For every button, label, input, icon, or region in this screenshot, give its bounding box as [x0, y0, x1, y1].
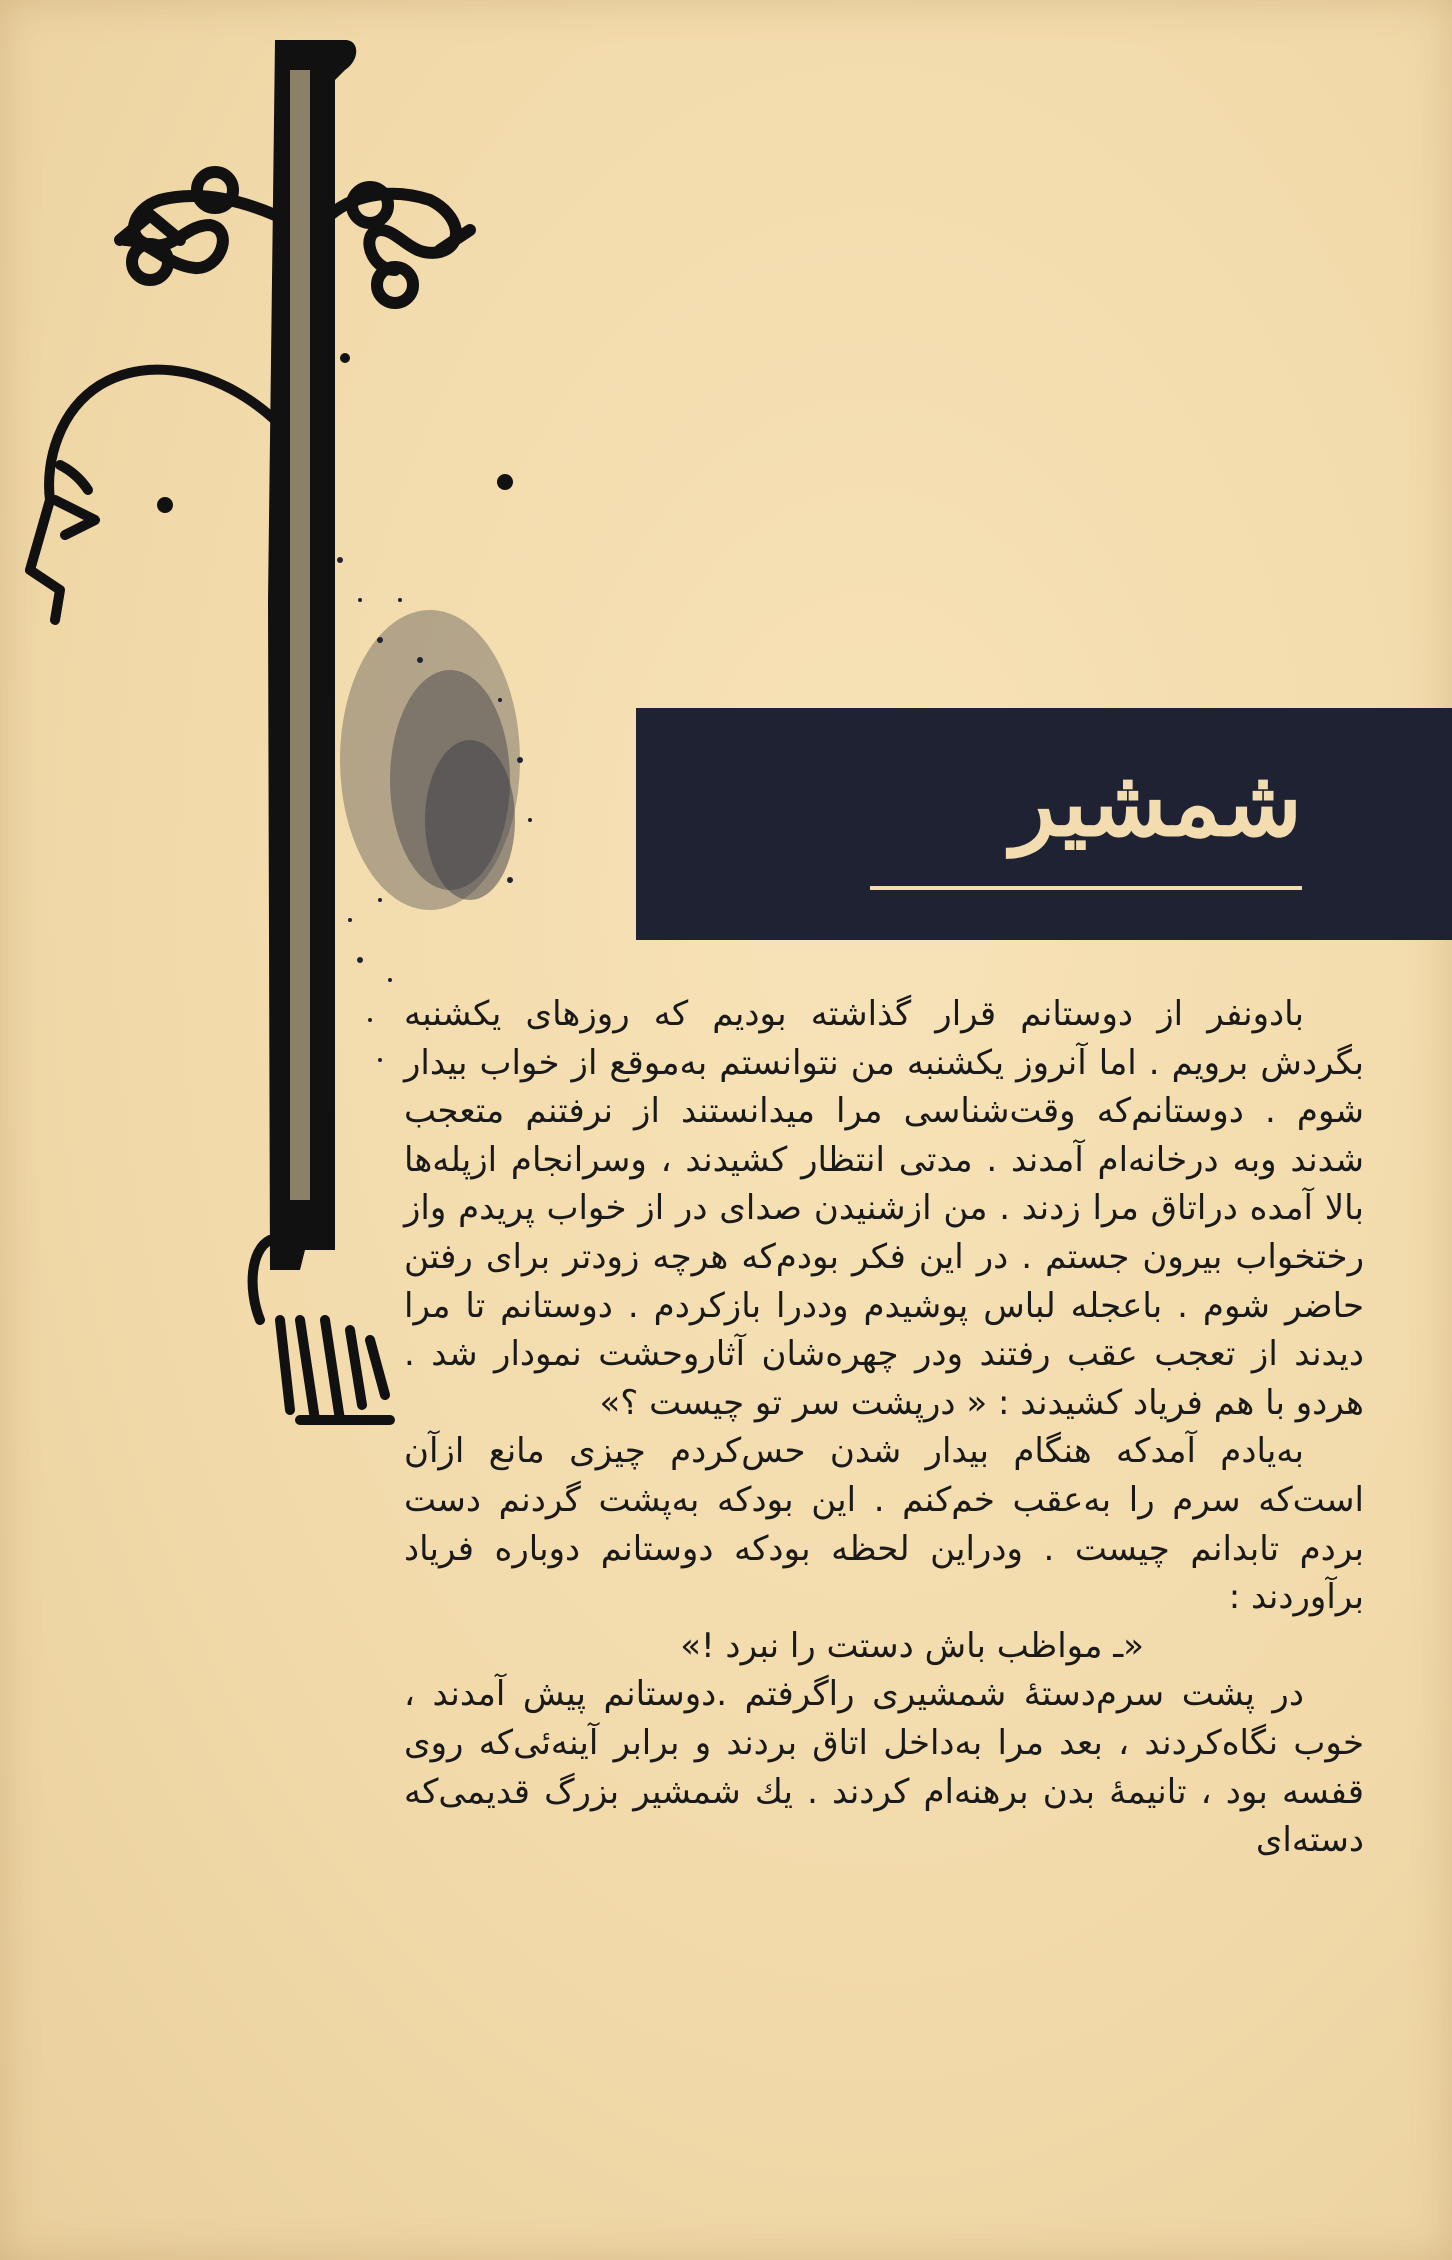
paragraph: در پشت سرم‌دستهٔ شمشیری راگرفتم .دوستانم پیش آمدند ، خوب نگاه‌کردند ، بعد مرا به‌داخل اتاق بردند و برابر آینه‌ئی‌که روی قفسه بود ، تانیمهٔ بدن برهنه‌ام کردند . یك شمشیر بزرگ قدیمی‌که دسته‌ای [404, 1674, 1364, 1861]
article-body [404, 990, 1364, 1865]
quote-line: «ـ مواظب باش دستت را نبرد !» [680, 1625, 1144, 1666]
paragraph: به‌یادم آمدکه هنگام بیدار شدن حس‌کردم چیزی مانع ازآن است‌که سرم را به‌عقب خم‌کنم . این بودکه به‌پشت گردنم دست بردم تابدانم چیست . ودراین لحظه بودکه دوستانم دوباره فریاد برآوردند : [404, 1431, 1364, 1618]
page-title: شمشیر [1011, 749, 1302, 857]
title-underline [870, 886, 1302, 890]
paragraph: بادونفر از دوستانم قرار گذاشته بودیم که روزهای یکشنبه بگردش برویم . اما آنروز یکشنبه من نتوانستم به‌موقع از خواب بیدار شوم . دوستانم‌که وقت‌شناسی مرا میدانستند از نرفتنم متعجب شدند وبه درخانه‌ام آمدند . مدتی انتظار کشیدند ، وسرانجام ازپله‌ها بالا آمده دراتاق مرا زدند . من ازشنیدن صدای در از خواب پریدم واز رختخواب بیرون جستم . در این فکر بودم‌که هرچه زودتر برای رفتن حاضر شوم . باعجله لباس پوشیدم وددرا بازکردم . دوستانم تا مرا دیدند از تعجب عقب رفتند ودر چهره‌شان آثاروحشت نمودار شد . هردو با هم فریاد کشیدند : « درپشت سر تو چیست ؟» [404, 994, 1364, 1423]
title-banner [636, 708, 1452, 940]
